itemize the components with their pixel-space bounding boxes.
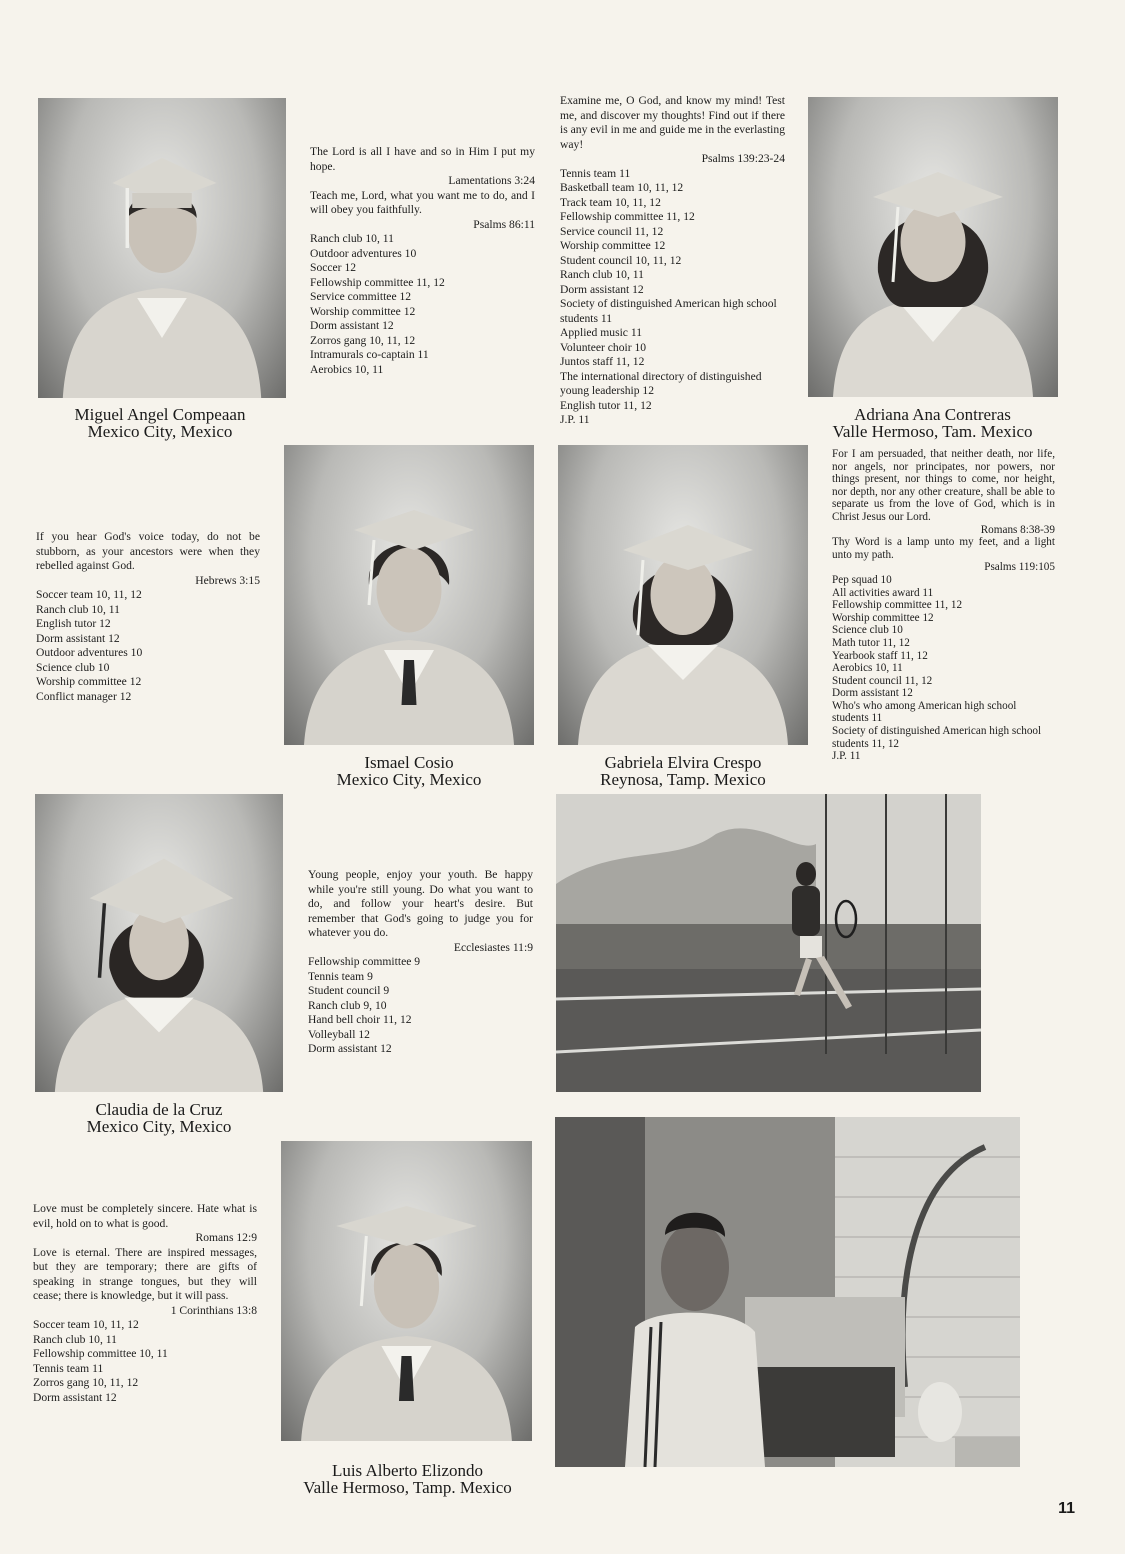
- activity-item: All activities award 11: [832, 586, 934, 599]
- student-name: Adriana Ana Contreras: [854, 405, 1011, 424]
- student-name: Luis Alberto Elizondo: [331, 1461, 484, 1480]
- activity-item: J.P. 11: [560, 413, 590, 426]
- bio-block-ismael: [36, 530, 260, 704]
- activity-item: Service council 11, 12: [560, 224, 664, 238]
- activity-item: Society of distinguished American high school students 11, 12: [832, 725, 1042, 750]
- activity-item: Yearbook staff 11, 12: [832, 649, 928, 662]
- quote-text: Love must be completely sincere. Hate what is evil, hold on to what is good.: [33, 1202, 257, 1230]
- activity-item: Aerobics 10, 11: [310, 362, 384, 376]
- activity-item: Ranch club 9, 10: [308, 998, 387, 1012]
- activity-item: Service committee 12: [310, 290, 412, 303]
- quote-reference: Hebrews 3:15: [195, 573, 260, 587]
- activity-item: Fellowship committee 11, 12: [310, 275, 445, 289]
- quote-reference: Ecclesiastes 11:9: [453, 940, 533, 954]
- activity-item: Applied music 11: [560, 326, 643, 339]
- quote-reference: 1 Corinthians 13:8: [170, 1303, 257, 1317]
- activity-item: Math tutor 11, 12: [832, 636, 910, 649]
- activity-item: Who's who among American high school students 11: [832, 699, 1017, 725]
- tennis-candid-photo: [556, 794, 981, 1092]
- student-hometown: Mexico City, Mexico: [86, 1117, 232, 1136]
- activity-item: Student council 9: [308, 984, 390, 997]
- activity-item: Soccer 12: [310, 261, 357, 274]
- activity-list: [36, 588, 260, 704]
- student-name-luis: [270, 1462, 545, 1496]
- quote-text: The Lord is all I have and so in Him I put my hope.: [310, 145, 535, 173]
- student-name: Miguel Angel Compeaan: [74, 405, 246, 424]
- activity-item: Conflict manager 12: [36, 689, 132, 703]
- activity-item: Outdoor adventures 10: [310, 246, 417, 260]
- quote-reference: Psalms 86:11: [473, 217, 535, 231]
- quote-text: Young people, enjoy your youth. Be happy while you're still young. Do what you want to do, and follow your heart's desire. But remember that God's going to judge you for whatever you do.: [308, 868, 533, 939]
- bio-block-claudia: [308, 868, 533, 1057]
- activity-item: Zorros gang 10, 11, 12: [33, 1376, 139, 1389]
- student-name-gabriela: [555, 754, 811, 788]
- bio-block-adriana: [560, 94, 785, 428]
- quote-text: For I am persuaded, that neither death, nor life, nor angels, nor principates, nor powers, nor things present, nor things to come, nor height, nor depth, nor any other creature, shall be able to separate us from the love of God, which is in Christ Jesus our Lord.: [832, 448, 1055, 523]
- activity-item: Soccer team 10, 11, 12: [36, 588, 142, 601]
- quote-reference: Psalms 119:105: [984, 561, 1055, 574]
- student-hometown: Mexico City, Mexico: [336, 770, 482, 789]
- activity-item: Fellowship committee 10, 11: [33, 1347, 168, 1360]
- quote-text: Love is eternal. There are inspired messages, but they are temporary; there are gifts of speaking in strange tongues, but they will cease; there is knowledge, but it will pass.: [33, 1245, 257, 1302]
- activity-item: Dorm assistant 12: [308, 1042, 392, 1055]
- student-name-miguel: [30, 406, 290, 440]
- activity-item: Dorm assistant 12: [36, 631, 120, 645]
- activity-item: Zorros gang 10, 11, 12: [310, 333, 416, 347]
- activity-list: [308, 955, 533, 1057]
- student-name: Claudia de la Cruz: [95, 1100, 223, 1119]
- activity-item: Fellowship committee 11, 12: [560, 210, 695, 223]
- activity-list: [310, 232, 535, 377]
- activity-item: Volunteer choir 10: [560, 340, 647, 354]
- activity-item: Fellowship committee 11, 12: [832, 599, 963, 612]
- activity-item: Basketball team 10, 11, 12: [560, 181, 684, 194]
- kitchen-candid-photo: [555, 1117, 1020, 1467]
- activity-item: Dorm assistant 12: [832, 687, 913, 700]
- quote-reference: Lamentations 3:24: [448, 174, 535, 187]
- quote-text: Teach me, Lord, what you want me to do, and I will obey you faithfully.: [310, 188, 535, 216]
- activity-item: The international directory of distinguished young leadership 12: [560, 369, 762, 397]
- activity-item: Ranch club 10, 11: [310, 232, 394, 245]
- student-hometown: Reynosa, Tamp. Mexico: [600, 770, 766, 789]
- quote-text: Thy Word is a lamp unto my feet, and a light unto my path.: [832, 536, 1055, 561]
- quote-reference: Romans 12:9: [195, 1231, 257, 1244]
- portrait-photo-gabriela: [558, 445, 808, 745]
- quote-reference: Romans 8:38-39: [980, 523, 1055, 536]
- activity-item: Worship committee 12: [832, 611, 934, 624]
- activity-item: Juntos staff 11, 12: [560, 355, 645, 368]
- portrait-photo-miguel: [38, 98, 286, 398]
- activity-list: [832, 574, 1055, 763]
- activity-item: Dorm assistant 12: [33, 1390, 117, 1404]
- portrait-photo-luis: [281, 1141, 532, 1441]
- quote-text: If you hear God's voice today, do not be stubborn, as your ancestors were when they rebelled against God.: [36, 530, 260, 572]
- quote-reference: Psalms 139:23-24: [701, 152, 785, 165]
- activity-item: Science club 10: [36, 660, 110, 674]
- activity-item: Volleyball 12: [308, 1027, 370, 1041]
- activity-item: J.P. 11: [832, 750, 861, 763]
- activity-item: English tutor 11, 12: [560, 398, 652, 412]
- bio-block-gabriela: [832, 448, 1055, 763]
- quote-text: Examine me, O God, and know my mind! Test me, and discover my thoughts! Find out if there is any evil in me and guide me in the everlasting way!: [560, 94, 785, 151]
- activity-item: Worship committee 12: [560, 239, 666, 252]
- student-name: Gabriela Elvira Crespo: [604, 753, 762, 772]
- activity-item: Ranch club 10, 11: [33, 1332, 117, 1346]
- activity-item: Tennis team 11: [33, 1361, 104, 1375]
- activity-item: Pep squad 10: [832, 573, 892, 586]
- activity-item: English tutor 12: [36, 617, 111, 630]
- activity-item: Dorm assistant 12: [310, 319, 394, 332]
- activity-item: Worship committee 12: [310, 304, 416, 318]
- activity-list: [560, 167, 785, 428]
- portrait-photo-ismael: [284, 445, 534, 745]
- student-name: Ismael Cosio: [364, 753, 454, 772]
- activity-item: Dorm assistant 12: [560, 282, 644, 296]
- activity-item: Tennis team 11: [560, 166, 631, 180]
- activity-item: Society of distinguished American high school students 11: [560, 297, 777, 325]
- activity-item: Student council 10, 11, 12: [560, 253, 682, 267]
- student-hometown: Valle Hermoso, Tamp. Mexico: [303, 1478, 512, 1497]
- activity-item: Soccer team 10, 11, 12: [33, 1318, 139, 1331]
- bio-block-miguel: [310, 145, 535, 377]
- student-name-claudia: [30, 1101, 288, 1135]
- page-number: 11: [1058, 1500, 1075, 1517]
- student-hometown: Valle Hermoso, Tam. Mexico: [832, 422, 1033, 441]
- activity-item: Tennis team 9: [308, 969, 373, 983]
- activity-item: Aerobics 10, 11: [832, 662, 903, 675]
- student-hometown: Mexico City, Mexico: [87, 422, 233, 441]
- activity-item: Hand bell choir 11, 12: [308, 1013, 412, 1026]
- activity-item: Worship committee 12: [36, 675, 142, 688]
- portrait-photo-adriana: [808, 97, 1058, 397]
- activity-item: Track team 10, 11, 12: [560, 195, 661, 209]
- activity-item: Ranch club 10, 11: [36, 602, 120, 616]
- activity-item: Student council 11, 12: [832, 674, 933, 687]
- student-name-adriana: [800, 406, 1065, 440]
- activity-item: Outdoor adventures 10: [36, 646, 143, 659]
- activity-item: Intramurals co-captain 11: [310, 348, 429, 361]
- activity-item: Fellowship committee 9: [308, 955, 421, 968]
- portrait-photo-claudia: [35, 794, 283, 1092]
- activity-item: Science club 10: [832, 624, 903, 637]
- student-name-ismael: [280, 754, 538, 788]
- activity-list: [33, 1318, 257, 1405]
- bio-block-luis: [33, 1202, 257, 1405]
- activity-item: Ranch club 10, 11: [560, 268, 644, 281]
